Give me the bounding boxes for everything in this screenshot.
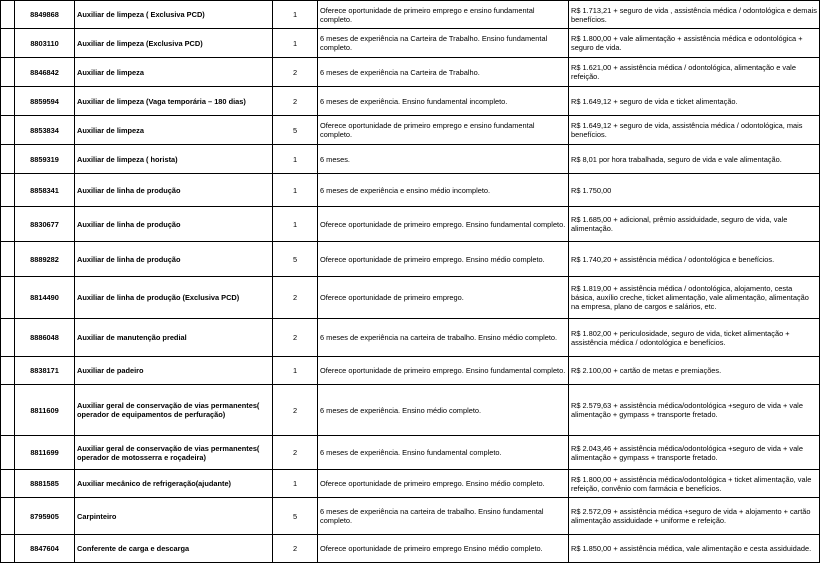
job-salary-benefits: R$ 1.850,00 + assistência médica, vale alimentação e cesta assiduidade. bbox=[569, 535, 820, 563]
job-code: 8847604 bbox=[15, 535, 75, 563]
job-title: Carpinteiro bbox=[75, 498, 273, 535]
table-row bbox=[1, 116, 820, 145]
job-requirements: 6 meses de experiência. Ensino fundamental incompleto. bbox=[318, 87, 569, 116]
job-code: 8830677 bbox=[15, 207, 75, 242]
job-title: Auxiliar de manutenção predial bbox=[75, 319, 273, 357]
job-openings: 2 bbox=[273, 535, 318, 563]
job-salary-benefits: R$ 2.572,09 + assistência médica +seguro de vida + alojamento + cartão alimentação assiduidade + uniforme e refeição. bbox=[569, 498, 820, 535]
table-row bbox=[1, 470, 820, 498]
job-requirements: Oferece oportunidade de primeiro emprego Ensino médio completo. bbox=[318, 535, 569, 563]
job-requirements: 6 meses de experiência. Ensino fundamental completo. bbox=[318, 436, 569, 470]
job-openings: 5 bbox=[273, 498, 318, 535]
job-salary-benefits: R$ 2.100,00 + cartão de metas e premiações. bbox=[569, 357, 820, 385]
job-salary-benefits: R$ 1.800,00 + vale alimentação + assistência médica e odontológica + seguro de vida. bbox=[569, 29, 820, 58]
job-requirements: 6 meses de experiência e ensino médio incompleto. bbox=[318, 174, 569, 207]
job-openings: 1 bbox=[273, 145, 318, 174]
job-code: 8814490 bbox=[15, 277, 75, 319]
job-requirements: Oferece oportunidade de primeiro emprego. Ensino fundamental completo. bbox=[318, 357, 569, 385]
job-title: Auxiliar de linha de produção (Exclusiva PCD) bbox=[75, 277, 273, 319]
job-openings: 1 bbox=[273, 1, 318, 29]
job-salary-benefits: R$ 1.713,21 + seguro de vida , assistência médica / odontológica e demais benefícios. bbox=[569, 1, 820, 29]
job-openings: 2 bbox=[273, 436, 318, 470]
row-margin-cell bbox=[1, 319, 15, 357]
job-requirements: 6 meses de experiência na Carteira de Trabalho. bbox=[318, 58, 569, 87]
job-title: Auxiliar de padeiro bbox=[75, 357, 273, 385]
job-requirements: Oferece oportunidade de primeiro emprego. Ensino médio completo. bbox=[318, 242, 569, 277]
job-code: 8795905 bbox=[15, 498, 75, 535]
row-margin-cell bbox=[1, 277, 15, 319]
row-margin-cell bbox=[1, 535, 15, 563]
table-row bbox=[1, 145, 820, 174]
table-row bbox=[1, 319, 820, 357]
job-openings: 5 bbox=[273, 116, 318, 145]
job-code: 8811699 bbox=[15, 436, 75, 470]
job-code: 8858341 bbox=[15, 174, 75, 207]
job-salary-benefits: R$ 1.740,20 + assistência médica / odontológica e benefícios. bbox=[569, 242, 820, 277]
job-title: Auxiliar de limpeza bbox=[75, 58, 273, 87]
job-requirements: Oferece oportunidade de primeiro emprego. Ensino médio completo. bbox=[318, 470, 569, 498]
table-row bbox=[1, 174, 820, 207]
table-row bbox=[1, 242, 820, 277]
job-salary-benefits: R$ 1.621,00 + assistência médica / odontológica, alimentação e vale refeição. bbox=[569, 58, 820, 87]
job-openings: 2 bbox=[273, 277, 318, 319]
job-code: 8859594 bbox=[15, 87, 75, 116]
job-title: Auxiliar de limpeza ( horista) bbox=[75, 145, 273, 174]
row-margin-cell bbox=[1, 174, 15, 207]
job-requirements: 6 meses de experiência na carteira de trabalho. Ensino fundamental completo. bbox=[318, 498, 569, 535]
job-salary-benefits: R$ 1.649,12 + seguro de vida, assistência médica / odontológica, mais benefícios. bbox=[569, 116, 820, 145]
job-requirements: 6 meses. bbox=[318, 145, 569, 174]
job-openings: 1 bbox=[273, 470, 318, 498]
job-salary-benefits: R$ 8,01 por hora trabalhada, seguro de vida e vale alimentação. bbox=[569, 145, 820, 174]
job-requirements: Oferece oportunidade de primeiro emprego e ensino fundamental completo. bbox=[318, 116, 569, 145]
table-row bbox=[1, 385, 820, 436]
job-title: Auxiliar de linha de produção bbox=[75, 174, 273, 207]
job-code: 8859319 bbox=[15, 145, 75, 174]
row-margin-cell bbox=[1, 385, 15, 436]
table-row bbox=[1, 357, 820, 385]
row-margin-cell bbox=[1, 242, 15, 277]
job-openings: 2 bbox=[273, 58, 318, 87]
job-code: 8811609 bbox=[15, 385, 75, 436]
job-openings: 1 bbox=[273, 174, 318, 207]
job-salary-benefits: R$ 1.685,00 + adicional, prêmio assiduidade, seguro de vida, vale alimentação. bbox=[569, 207, 820, 242]
job-salary-benefits: R$ 1.800,00 + assistência médica/odontológica + ticket alimentação, vale refeição, convênio com farmácia e benefícios. bbox=[569, 470, 820, 498]
table-row bbox=[1, 498, 820, 535]
job-title: Auxiliar de limpeza (Vaga temporária – 180 dias) bbox=[75, 87, 273, 116]
job-listings-body bbox=[1, 1, 820, 563]
job-code: 8846842 bbox=[15, 58, 75, 87]
job-openings: 1 bbox=[273, 29, 318, 58]
job-salary-benefits: R$ 1.802,00 + periculosidade, seguro de vida, ticket alimentação + assistência médica / odontológica e benefícios. bbox=[569, 319, 820, 357]
job-salary-benefits: R$ 2.043,46 + assistência médica/odontológica +seguro de vida + vale alimentação + gympass + transporte fretado. bbox=[569, 436, 820, 470]
job-title: Auxiliar de linha de produção bbox=[75, 242, 273, 277]
row-margin-cell bbox=[1, 436, 15, 470]
job-title: Auxiliar de linha de produção bbox=[75, 207, 273, 242]
table-row bbox=[1, 58, 820, 87]
row-margin-cell bbox=[1, 29, 15, 58]
job-salary-benefits: R$ 1.649,12 + seguro de vida e ticket alimentação. bbox=[569, 87, 820, 116]
job-salary-benefits: R$ 2.579,63 + assistência médica/odontológica +seguro de vida + vale alimentação + gympass + transporte fretado. bbox=[569, 385, 820, 436]
table-row bbox=[1, 87, 820, 116]
table-row bbox=[1, 436, 820, 470]
job-code: 8803110 bbox=[15, 29, 75, 58]
job-code: 8849868 bbox=[15, 1, 75, 29]
job-title: Auxiliar mecânico de refrigeração(ajudante) bbox=[75, 470, 273, 498]
job-requirements: 6 meses de experiência na carteira de trabalho. Ensino médio completo. bbox=[318, 319, 569, 357]
table-row bbox=[1, 207, 820, 242]
row-margin-cell bbox=[1, 357, 15, 385]
job-requirements: Oferece oportunidade de primeiro emprego e ensino fundamental completo. bbox=[318, 1, 569, 29]
job-requirements: 6 meses de experiência na Carteira de Trabalho. Ensino fundamental completo. bbox=[318, 29, 569, 58]
job-openings: 2 bbox=[273, 87, 318, 116]
row-margin-cell bbox=[1, 470, 15, 498]
job-openings: 1 bbox=[273, 357, 318, 385]
job-openings: 5 bbox=[273, 242, 318, 277]
job-salary-benefits: R$ 1.750,00 bbox=[569, 174, 820, 207]
row-margin-cell bbox=[1, 87, 15, 116]
job-title: Conferente de carga e descarga bbox=[75, 535, 273, 563]
row-margin-cell bbox=[1, 145, 15, 174]
job-requirements: 6 meses de experiência. Ensino médio completo. bbox=[318, 385, 569, 436]
job-openings: 2 bbox=[273, 385, 318, 436]
job-code: 8886048 bbox=[15, 319, 75, 357]
job-openings: 2 bbox=[273, 319, 318, 357]
row-margin-cell bbox=[1, 498, 15, 535]
job-openings: 1 bbox=[273, 207, 318, 242]
job-requirements: Oferece oportunidade de primeiro emprego. bbox=[318, 277, 569, 319]
table-row bbox=[1, 535, 820, 563]
job-title: Auxiliar de limpeza ( Exclusiva PCD) bbox=[75, 1, 273, 29]
job-requirements: Oferece oportunidade de primeiro emprego. Ensino fundamental completo. bbox=[318, 207, 569, 242]
job-title: Auxiliar geral de conservação de vias permanentes( operador de motosserra e roçadeira) bbox=[75, 436, 273, 470]
job-code: 8881585 bbox=[15, 470, 75, 498]
job-salary-benefits: R$ 1.819,00 + assistência médica / odontológica, alojamento, cesta básica, auxílio creche, ticket alimentação, vale alimentação, alimentação na empresa, plano de cargos e salários, etc. bbox=[569, 277, 820, 319]
job-title: Auxiliar de limpeza bbox=[75, 116, 273, 145]
table-row bbox=[1, 277, 820, 319]
job-code: 8838171 bbox=[15, 357, 75, 385]
job-title: Auxiliar geral de conservação de vias permanentes( operador de equipamentos de perfuração) bbox=[75, 385, 273, 436]
row-margin-cell bbox=[1, 116, 15, 145]
row-margin-cell bbox=[1, 58, 15, 87]
job-code: 8853834 bbox=[15, 116, 75, 145]
table-row bbox=[1, 29, 820, 58]
job-code: 8889282 bbox=[15, 242, 75, 277]
job-title: Auxiliar de limpeza (Exclusiva PCD) bbox=[75, 29, 273, 58]
row-margin-cell bbox=[1, 1, 15, 29]
row-margin-cell bbox=[1, 207, 15, 242]
table-row bbox=[1, 1, 820, 29]
